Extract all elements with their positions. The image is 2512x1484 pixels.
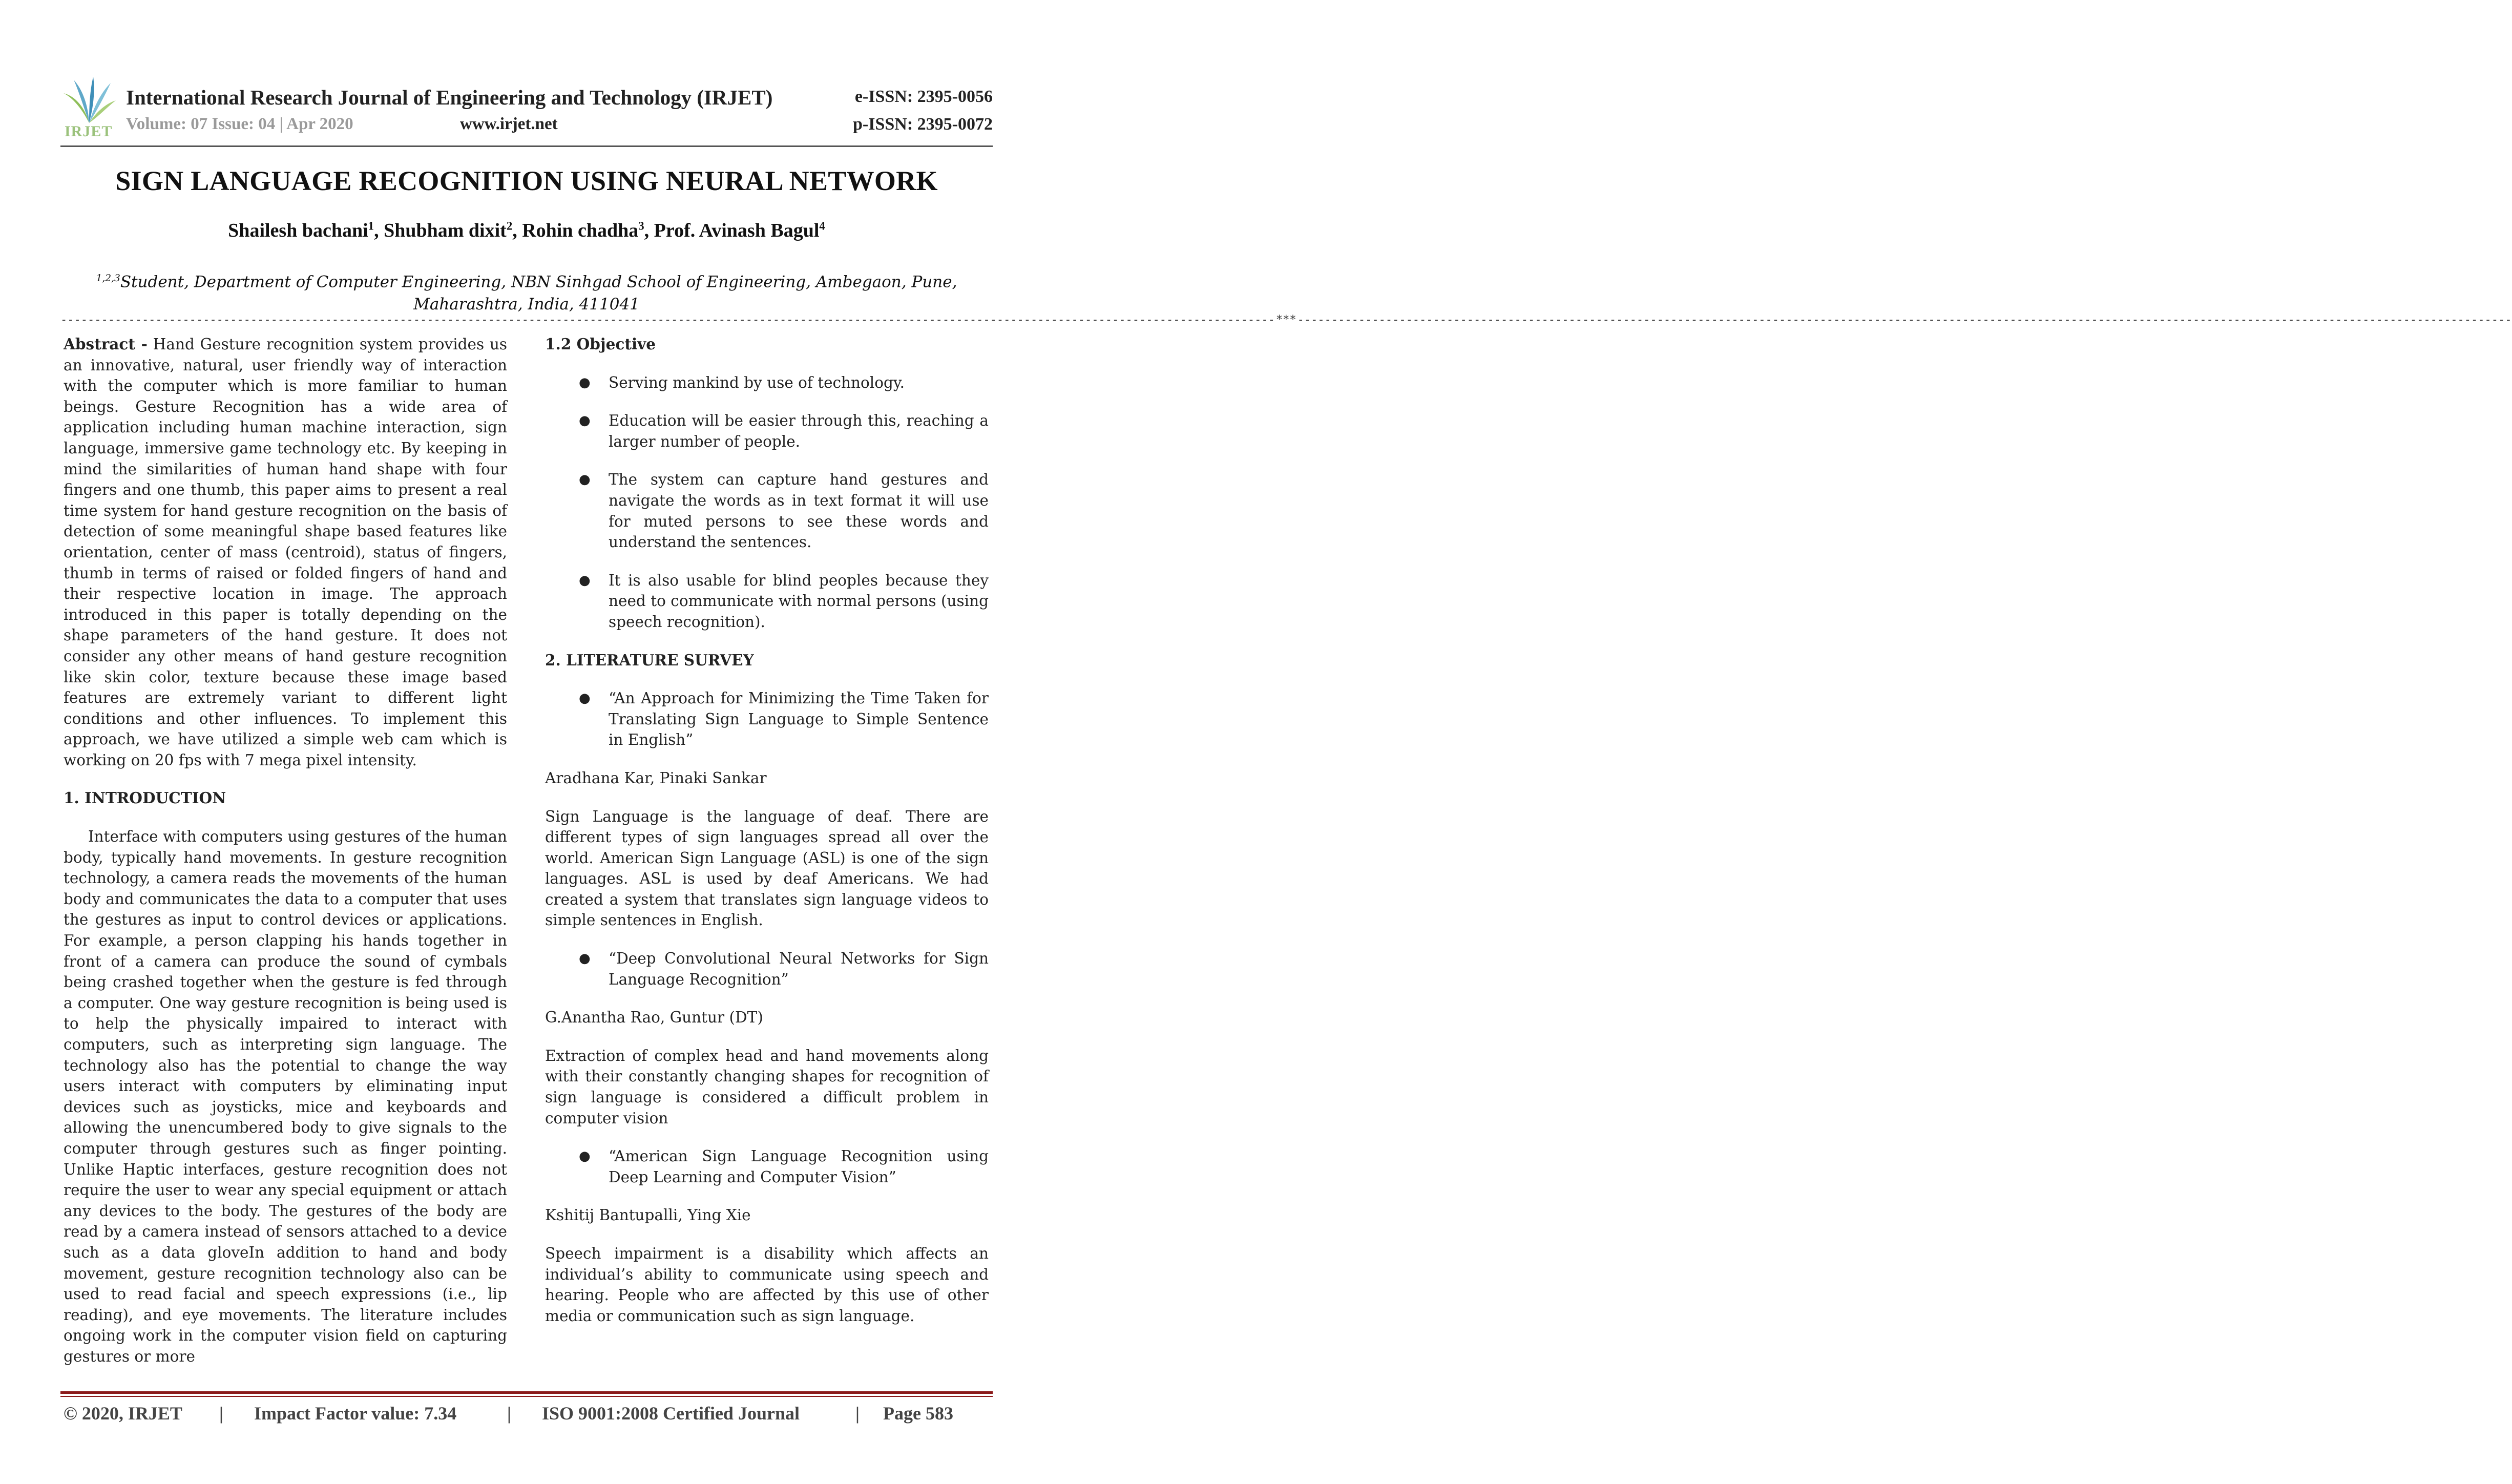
affiliation-sup: 1,2,3: [96, 273, 120, 284]
footer-impact-factor: Impact Factor value: 7.34: [254, 1403, 457, 1424]
right-column: [545, 334, 989, 1326]
header-divider: [60, 145, 993, 147]
survey-item-title: [545, 688, 989, 750]
list-item: ● Serving mankind by use of technology.: [545, 372, 989, 393]
paper-title: SIGN LANGUAGE RECOGNITION USING NEURAL NETWORK: [115, 165, 938, 196]
affiliation: [60, 267, 993, 316]
bullet-icon: ●: [579, 1148, 591, 1164]
survey-item-title: [545, 948, 989, 990]
author-name: Prof. Avinash Bagul: [654, 220, 820, 241]
bullet-icon: ●: [579, 472, 591, 488]
survey-item-summary: Speech impairment is a disability which affects an individual’s ability to communicate using speech and hearing. People who are affected by this use of other media or communication such as sign language.: [545, 1245, 989, 1325]
list-item: ● “American Sign Language Recognition using Deep Learning and Computer Vision”: [545, 1146, 989, 1187]
bullet-icon: ●: [579, 691, 591, 706]
volume-issue: Volume: 07 Issue: 04 | Apr 2020: [126, 115, 353, 133]
list-item: ● “Deep Convolutional Neural Networks for Sign Language Recognition”: [545, 948, 989, 990]
survey-item-title: [545, 1146, 989, 1187]
list-item: ● The system can capture hand gestures and navigate the words as in text format it will use for muted persons to see these words and understand the sentences.: [545, 469, 989, 552]
leaf-logo-icon: [60, 76, 118, 127]
survey-item-authors: G.Anantha Rao, Guntur (DT): [545, 1009, 763, 1027]
list-item: ● “An Approach for Minimizing the Time Taken for Translating Sign Language to Simple Sentence in English”: [545, 688, 989, 750]
author-sup: 3: [638, 219, 644, 233]
survey-item-authors: Kshitij Bantupalli, Ying Xie: [545, 1206, 751, 1224]
journal-header: [60, 72, 993, 148]
abstract: [64, 334, 507, 770]
footer-page-number: Page 583: [883, 1403, 953, 1424]
survey-item-summary: Extraction of complex head and hand movements along with their constantly changing shapes for recognition of sign language is considered a difficult problem in computer vision: [545, 1047, 989, 1127]
objective-list: [545, 372, 989, 633]
list-item: ● It is also usable for blind peoples because they need to communicate with normal persons (using speech recognition).: [545, 570, 989, 633]
author-name: Shailesh bachani: [228, 220, 368, 241]
footer-copyright: © 2020, IRJET: [64, 1403, 182, 1424]
abstract-label: Abstract -: [64, 335, 148, 353]
author-name: Rohin chadha: [522, 220, 639, 241]
footer-divider: |: [219, 1403, 223, 1424]
p-issn: p-ISSN: 2395-0072: [853, 115, 993, 134]
bullet-icon: ●: [579, 951, 591, 967]
bullet-icon: ●: [579, 413, 591, 429]
footer-divider-thin: [60, 1396, 993, 1397]
separator-stars: ***: [1275, 313, 1296, 326]
survey-item-summary: Sign Language is the language of deaf. There are different types of sign languages spread all over the world. American Sign Language (ASL) is one of the sign languages. ASL is used by deaf Americans. We had created a system that translates sign language videos to simple sentences in English.: [545, 807, 989, 929]
affiliation-line-2: Maharashtra, India, 411041: [413, 295, 640, 314]
journal-title: International Research Journal of Engineering and Technology (IRJET): [126, 86, 773, 109]
abstract-text: Hand Gesture recognition system provides us an innovative, natural, user friendly way of interaction with the computer which is more familiar to human beings. Gesture Recognition has a wide area of application including human machine interaction, sign language, immersive game technology etc. By keeping in mind the similarities of human hand shape with four fingers and one thumb, this paper aims to present a real time system for hand gesture recognition on the basis of detection of some meaningful shape based features like orientation, center of mass (centroid), status of fingers, thumb in terms of raised or folded fingers of hand and their respective location in image. The approach introduced in this paper is totally depending on the shape parameters of the hand gesture. It does not consider any other means of hand gesture recognition like skin color, texture because these image based features are extremely variant to different light conditions and other influences. To implement this approach, we have utilized a simple web cam which is working on 20 fps with 7 mega pixel intensity.: [64, 336, 507, 769]
footer-divider: |: [507, 1403, 511, 1424]
affiliation-line-1: Student, Department of Computer Engineering, NBN Sinhgad School of Engineering, Ambegaon, Pune,: [120, 273, 957, 291]
footer-iso: ISO 9001:2008 Certified Journal: [542, 1403, 800, 1424]
literature-survey-heading: 2. LITERATURE SURVEY: [545, 651, 754, 669]
bullet-icon: ●: [579, 374, 591, 390]
introduction-text: Interface with computers using gestures of the human body, typically hand movements. In gesture recognition technology, a camera reads the movements of the human body and communicates the data to a computer that uses the gestures as input to control devices or applications. For example, a person clapping his hands together in front of a camera can produce the sound of cymbals being crashed together when the gesture is fed through a computer. One way gesture recognition is being used is to help the physically impaired to interact with computers, such as interpreting sign language. The technology also has the potential to change the way users interact with computers by eliminating input devices such as joysticks, mice and keyboards and allowing the unencumbered body to give signals to the computer through gestures such as finger pointing. Unlike Haptic interfaces, gesture recognition does not require the user to wear any special equipment or attach any devices to the body. The gestures of the body are read by a camera instead of sensors attached to a device such as a data gloveIn addition to hand and body movement, gesture recognition technology also can be used to read facial and speech expressions (i.e., lip reading), and eye movements. The literature includes ongoing work in the computer vision field on capturing gestures or more: [64, 828, 507, 1365]
irjet-logo: [60, 76, 118, 141]
survey-item-authors: Aradhana Kar, Pinaki Sankar: [545, 769, 767, 787]
list-item: ● Education will be easier through this, reaching a larger number of people.: [545, 410, 989, 452]
bullet-icon: ●: [579, 572, 591, 588]
journal-website-link[interactable]: www.irjet.net: [460, 115, 558, 133]
introduction-heading: 1. INTRODUCTION: [64, 789, 226, 807]
author-list: Shailesh bachani$^1$, Shubham dixit$^2$, Rohin chadha$^3$, Prof. Avinash Bagul$^4$: [228, 219, 825, 241]
author-sup: 2: [506, 219, 513, 233]
objective-heading: 1.2 Objective: [545, 335, 656, 353]
footer-divider: |: [855, 1403, 860, 1424]
e-issn: e-ISSN: 2395-0056: [854, 87, 993, 106]
section-separator: ----------------------------------------------------------------------------------------------------------------------------------------------------------------------------------- *** -----------------------------------------------------------------------------------------------------------------------------------------------------------------------------------: [60, 313, 2512, 326]
author-sup: 4: [819, 219, 825, 233]
footer-divider-thick: [60, 1391, 993, 1394]
author-name: Shubham dixit: [384, 220, 507, 241]
logo-text: IRJET: [65, 123, 113, 140]
left-column: [64, 334, 507, 1367]
author-sup: 1: [368, 219, 374, 233]
